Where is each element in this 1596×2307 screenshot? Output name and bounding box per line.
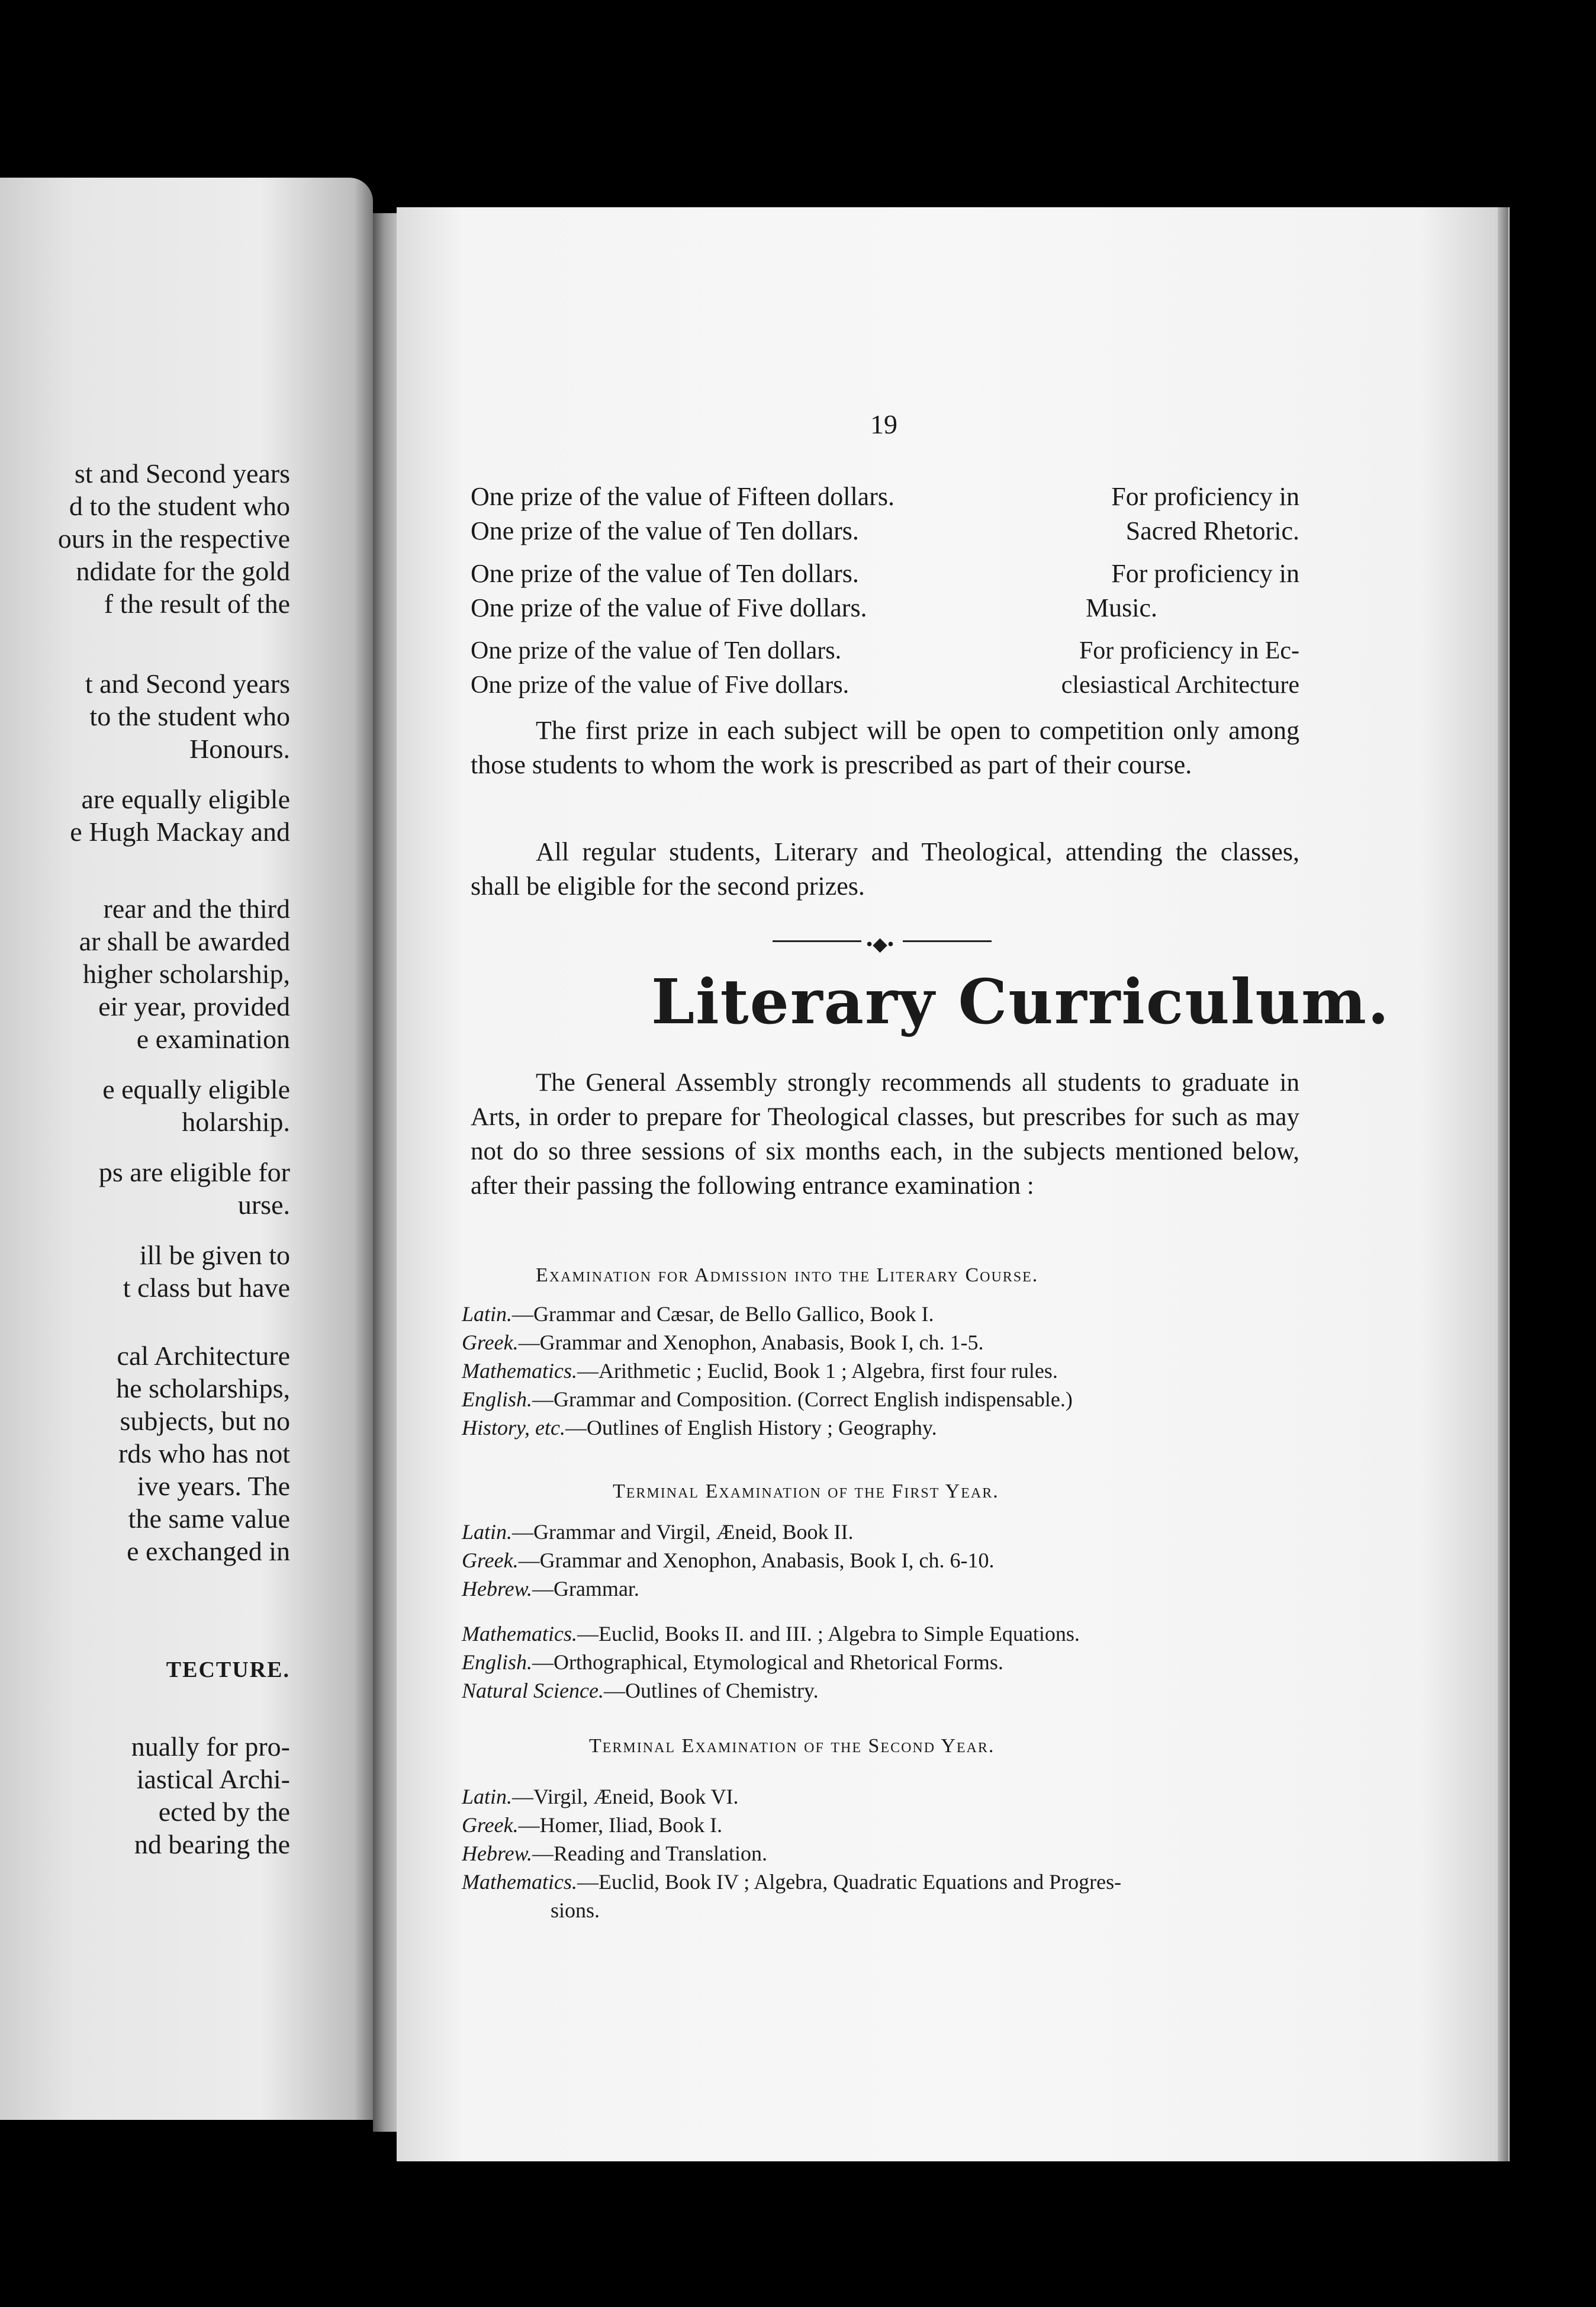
left-line: TECTURE. [166,1657,290,1682]
exam-subject: Hebrew.—Reading and Translation. [462,1842,767,1865]
exam-subject: Greek.—Homer, Iliad, Book I. [462,1813,723,1837]
prize-line: One prize of the value of Ten dollars. [471,637,842,664]
page-edge [1498,207,1508,2161]
left-line: ours in the respective [57,523,290,554]
left-line: e exchanged in [127,1536,290,1566]
left-line: nd bearing the [134,1829,290,1859]
left-line: subjects, but no [120,1406,290,1436]
left-line: urse. [237,1190,290,1220]
left-line: eir year, provided [98,991,290,1021]
prize-line: One prize of the value of Five dollars. [471,593,867,622]
left-line: holarship. [182,1107,290,1137]
left-page-text [0,0,379,1954]
divider-rule [903,940,992,942]
left-line: ndidate for the gold [76,556,290,586]
exam-subject: Mathematics.—Euclid, Book IV ; Algebra, Quadratic Equations and Progres- [462,1870,1122,1894]
prize-subject: For proficiency in Ec- [1079,637,1299,664]
left-line: cal Architecture [117,1341,290,1371]
left-line: are equally eligible [81,784,290,814]
divider-rule [773,940,861,942]
exam-title: Examination for Admission into the Literary Course. [536,1264,1039,1286]
exam-subject: Latin.—Grammar and Cæsar, de Bello Gallico, Book I. [462,1302,934,1326]
exam-subject: Greek.—Grammar and Xenophon, Anabasis, Book I, ch. 6-10. [462,1548,995,1572]
left-line: the same value [128,1503,290,1534]
exam-title: Terminal Examination of the First Year. [613,1480,999,1502]
exam-subject: Natural Science.—Outlines of Chemistry. [462,1679,819,1702]
left-line: e equally eligible [102,1074,290,1104]
prize-line: One prize of the value of Fifteen dollars. [471,482,894,511]
left-line: f the result of the [104,589,290,619]
left-line: t and Second years [85,669,290,699]
exam-subject: Latin.—Grammar and Virgil, Æneid, Book II. [462,1520,854,1544]
exam-subject: Hebrew.—Grammar. [462,1577,639,1601]
left-line: he scholarships, [116,1373,290,1403]
prize-subject: clesiastical Architecture [1061,671,1299,699]
prize-line: One prize of the value of Five dollars. [471,671,850,699]
prize-subject: Music. [1086,593,1157,622]
exam-subject: Latin.—Virgil, Æneid, Book VI. [462,1785,739,1808]
left-line: iastical Archi- [136,1764,290,1794]
prize-group [471,480,1299,548]
divider-ornament: •◆• [866,933,894,955]
exam-subject: Mathematics.—Euclid, Books II. and III. ; Algebra to Simple Equations. [462,1622,1080,1646]
prize-group [471,557,1299,625]
prize-subject: For proficiency in [1111,482,1299,511]
left-line: higher scholarship, [82,959,290,989]
left-line: d to the student who [69,491,290,521]
left-line: to the student who [89,701,290,731]
prize-subject: For proficiency in [1111,559,1299,588]
exam-subject: History, etc.—Outlines of English History ; Geography. [462,1416,937,1440]
left-line: e Hugh Mackay and [70,817,290,847]
left-line: ar shall be awarded [79,926,290,956]
exam-subject: Mathematics.—Arithmetic ; Euclid, Book 1 ; Algebra, first four rules. [462,1359,1058,1383]
exam-title: Terminal Examination of the Second Year. [589,1735,995,1757]
exam-subject: English.—Orthographical, Etymological and Rhetorical Forms. [462,1650,1003,1674]
exam-subject: sions. [551,1898,600,1922]
left-line: ps are eligible for [98,1157,290,1187]
left-line: Honours. [189,734,290,764]
left-line: rds who has not [118,1438,290,1469]
page-number: 19 [870,409,897,439]
prize-group [471,634,1299,702]
prize-line: One prize of the value of Ten dollars. [471,516,859,545]
paragraph-intro: The General Assembly strongly recommends all students to graduate in Arts, in order to prepare for Theological classes, but prescribes for such as may not do so three sessions of six months each, in the subjects mentioned below, after their passing the following entrance examination : [471,1069,1299,1200]
paragraph-first-prize: The first prize in each subject will be open to competition only among those students to whom the work is prescribed as part of their course. [471,716,1299,779]
left-line: t class but have [123,1273,290,1303]
left-line: ill be given to [139,1240,290,1270]
exam-subject: English.—Grammar and Composition. (Correct English indispensable.) [462,1387,1073,1411]
paragraph-regular-students: All regular students, Literary and Theological, attending the classes, shall be eligible for the second prizes. [471,837,1299,901]
section-heading: Literary Curriculum. [651,965,1391,1038]
left-line: st and Second years [74,458,290,489]
exam-subject: Greek.—Grammar and Xenophon, Anabasis, Book I, ch. 1-5. [462,1331,984,1354]
left-line: ive years. The [137,1471,290,1501]
left-line: rear and the third [103,894,290,924]
prize-subject: Sacred Rhetoric. [1125,516,1299,545]
left-line: ected by the [158,1797,290,1827]
prize-line: One prize of the value of Ten dollars. [471,559,859,588]
left-line: e examination [136,1024,290,1054]
left-line: nually for pro- [131,1731,290,1762]
